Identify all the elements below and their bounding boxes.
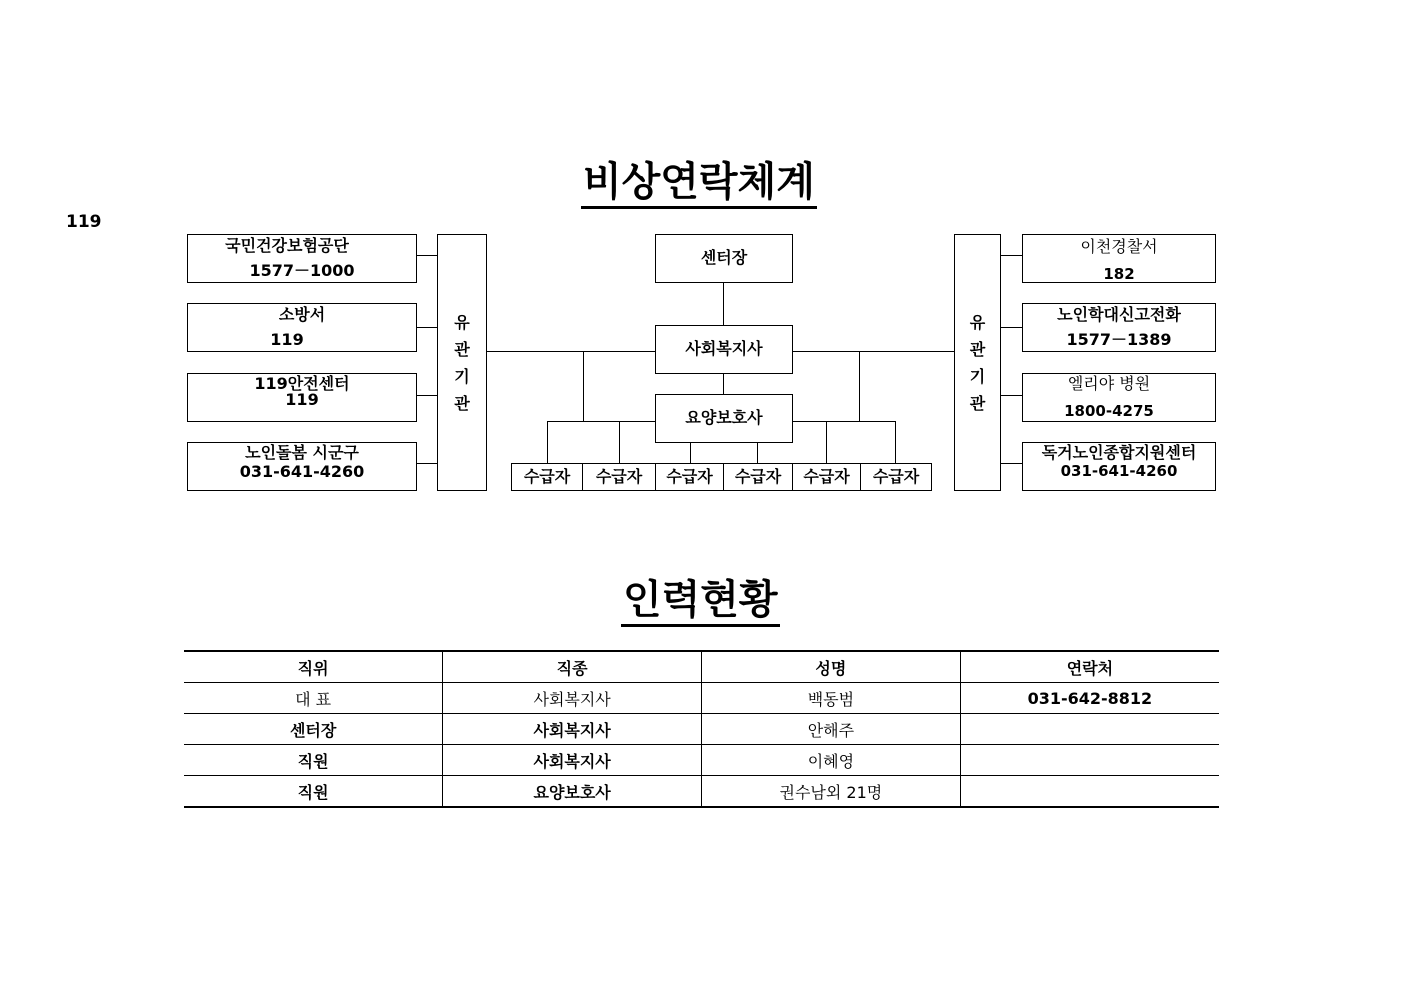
org-phone: 1577－1389: [1066, 330, 1172, 349]
center-head-label: 센터장: [700, 248, 748, 267]
recipient-label: 수급자: [872, 467, 920, 486]
recipient-label: 수급자: [803, 467, 850, 486]
connector: [690, 443, 691, 463]
recipient-box: [723, 463, 793, 491]
care-worker-label: 요양보호사: [685, 408, 763, 427]
social-worker-label: 사회복지사: [685, 339, 763, 358]
agency-char: 기: [454, 367, 470, 386]
org-phone: 119: [270, 330, 304, 349]
connector: [859, 351, 860, 421]
connector: [1001, 255, 1022, 256]
table-cell: 사회복지사: [443, 714, 702, 745]
connector: [793, 351, 954, 352]
table-cell: 직원: [184, 745, 443, 776]
table-cell: [960, 745, 1219, 776]
table-cell: [960, 714, 1219, 745]
column-header: 연락처: [960, 651, 1219, 683]
agency-char: 관: [454, 340, 470, 359]
recipient-box: [511, 463, 583, 491]
agency-char: 관: [454, 394, 470, 413]
column-header: 직종: [443, 651, 702, 683]
org-name: 노인학대신고전화: [1057, 305, 1181, 324]
staff-table: [184, 650, 1219, 808]
connector: [417, 463, 437, 464]
connector: [417, 327, 437, 328]
org-phone: 1800-4275: [1064, 402, 1154, 420]
agency-char: 유: [454, 313, 470, 332]
table-cell: 대 표: [184, 683, 443, 714]
recipient-label: 수급자: [595, 467, 643, 486]
org-phone: 1577－1000: [249, 261, 355, 280]
connector: [547, 421, 655, 422]
connector: [487, 351, 655, 352]
center-head-box: [655, 234, 793, 283]
connector: [895, 421, 896, 463]
org-name: 노인돌봄 시군구: [245, 443, 359, 462]
recipient-label: 수급자: [666, 467, 713, 486]
right-related-agency-box: [954, 234, 1001, 491]
org-name: 이천경찰서: [1080, 237, 1158, 256]
agency-char: 유: [969, 313, 986, 332]
recipient-box: [582, 463, 656, 491]
recipient-box: [792, 463, 861, 491]
column-header: 성명: [702, 651, 961, 683]
table-cell: 사회복지사: [443, 683, 702, 714]
table-row: [184, 745, 1219, 776]
connector: [1001, 395, 1022, 396]
connector: [1001, 327, 1022, 328]
left-org-box-1: [187, 234, 417, 283]
agency-char: 기: [969, 367, 986, 386]
care-worker-box: [655, 394, 793, 443]
org-phone: 119: [285, 390, 319, 409]
left-org-box-4: [187, 442, 417, 491]
right-org-box-3: [1022, 373, 1216, 422]
recipient-label: 수급자: [734, 467, 782, 486]
org-name: 119안전센터: [254, 374, 350, 393]
agency-char: 관: [969, 340, 986, 359]
connector: [723, 374, 724, 394]
right-org-box-1: [1022, 234, 1216, 283]
connector: [417, 395, 437, 396]
column-header: 직위: [184, 651, 443, 683]
org-name: 소방서: [278, 305, 326, 324]
connector: [826, 421, 827, 463]
recipient-box: [860, 463, 932, 491]
right-org-box-4: [1022, 442, 1216, 491]
table-cell: 031-642-8812: [960, 683, 1219, 714]
right-org-box-2: [1022, 303, 1216, 352]
table-cell: 백동범: [702, 683, 961, 714]
table-cell: [960, 776, 1219, 808]
table-row: [184, 776, 1219, 808]
table-cell: 센터장: [184, 714, 443, 745]
corner-number: 119: [66, 212, 102, 232]
table-header-row: [184, 651, 1219, 683]
agency-char: 관: [969, 394, 986, 413]
emergency-title: 비상연락체계: [581, 160, 817, 209]
org-phone: 031-641-4260: [239, 462, 365, 481]
connector: [757, 443, 758, 463]
staff-title: 인력현황: [621, 578, 780, 627]
org-phone: 031-641-4260: [1060, 462, 1178, 480]
table-row: [184, 683, 1219, 714]
org-name: 독거노인종합지원센터: [1041, 443, 1197, 462]
connector: [793, 421, 895, 422]
recipient-label: 수급자: [523, 467, 571, 486]
connector: [619, 421, 620, 463]
org-name: 엘리야 병원: [1067, 374, 1151, 393]
table-row: [184, 714, 1219, 745]
left-org-box-2: [187, 303, 417, 352]
connector: [583, 351, 584, 421]
connector: [723, 283, 724, 325]
table-cell: 이혜영: [702, 745, 961, 776]
social-worker-box: [655, 325, 793, 374]
table-cell: 직원: [184, 776, 443, 808]
table-cell: 사회복지사: [443, 745, 702, 776]
left-org-box-3: [187, 373, 417, 422]
org-name: 국민건강보험공단: [225, 236, 349, 255]
org-phone: 182: [1103, 265, 1135, 283]
left-related-agency-box: [437, 234, 487, 491]
table-cell: 요양보호사: [443, 776, 702, 808]
table-cell: 안해주: [702, 714, 961, 745]
connector: [547, 421, 548, 463]
recipient-box: [655, 463, 724, 491]
connector: [1001, 463, 1022, 464]
table-cell: 권수남외 21명: [702, 776, 961, 808]
connector: [417, 255, 437, 256]
